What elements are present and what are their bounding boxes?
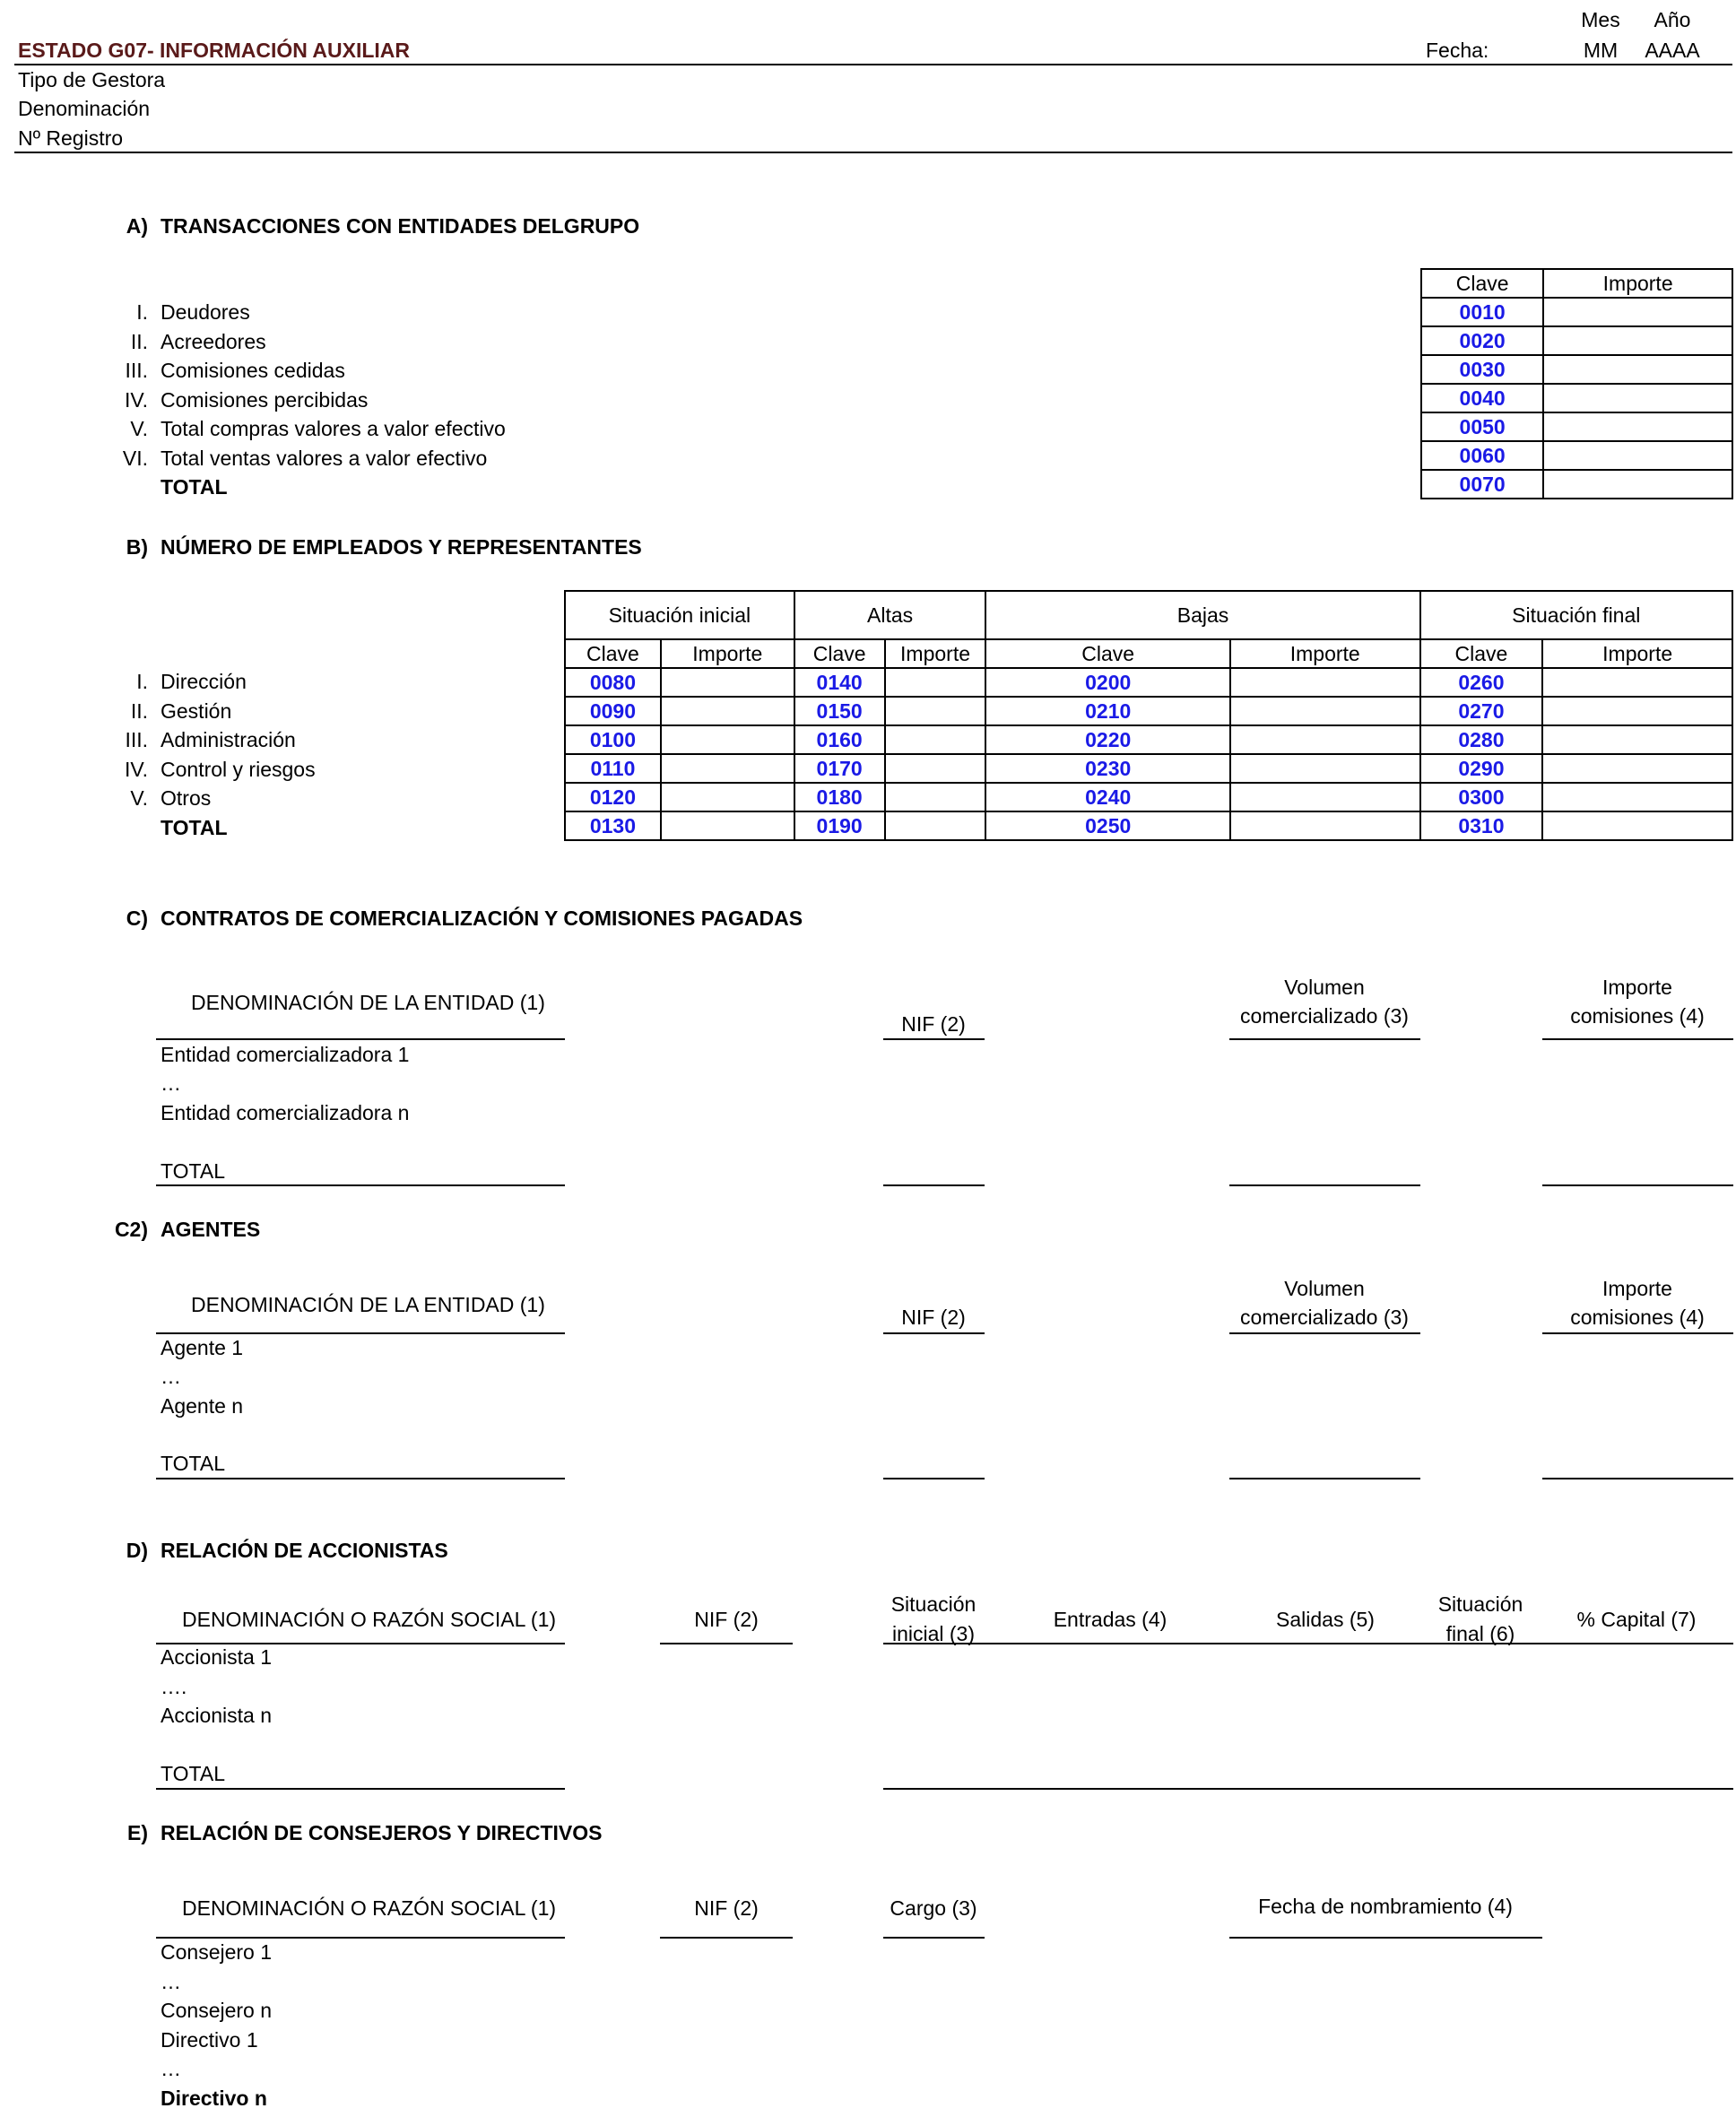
importe-cell[interactable] bbox=[1542, 725, 1732, 754]
clave-cell: 0110 bbox=[565, 754, 661, 783]
clave-cell: 0170 bbox=[794, 754, 885, 783]
table-row bbox=[565, 811, 1732, 840]
rule bbox=[1229, 1332, 1420, 1334]
section-b-title: NÚMERO DE EMPLEADOS Y REPRESENTANTES bbox=[161, 535, 642, 559]
row-number: V. bbox=[130, 786, 148, 810]
clave-cell: 0200 bbox=[985, 668, 1229, 697]
importe-cell[interactable] bbox=[1230, 754, 1420, 783]
list-item: Agente 1 bbox=[161, 1336, 244, 1359]
row-label: Dirección bbox=[161, 670, 247, 693]
col-clave-header: Clave bbox=[1421, 269, 1543, 298]
clave-cell: 0230 bbox=[985, 754, 1229, 783]
row-label: Total compras valores a valor efectivo bbox=[161, 417, 506, 440]
clave-cell: 0300 bbox=[1420, 783, 1543, 811]
rule bbox=[1229, 1038, 1420, 1040]
col-importe-1: Importe bbox=[1602, 1277, 1672, 1300]
clave-cell: 0130 bbox=[565, 811, 661, 840]
sub-importe: Importe bbox=[1230, 639, 1420, 668]
sub-clave: Clave bbox=[985, 639, 1229, 668]
section-d-letter: D) bbox=[126, 1539, 148, 1562]
importe-cell[interactable] bbox=[885, 697, 986, 725]
importe-cell[interactable] bbox=[1543, 412, 1732, 441]
field-denominacion: Denominación bbox=[18, 97, 151, 120]
importe-cell[interactable] bbox=[661, 783, 794, 811]
section-a-title: TRANSACCIONES CON ENTIDADES DELGRUPO bbox=[161, 214, 640, 238]
section-b-letter: B) bbox=[126, 535, 148, 559]
importe-cell[interactable] bbox=[1543, 355, 1732, 384]
importe-cell[interactable] bbox=[1542, 811, 1732, 840]
clave-cell: 0040 bbox=[1421, 384, 1543, 412]
row-number: VI. bbox=[122, 446, 148, 470]
list-item: … bbox=[161, 1365, 181, 1388]
field-tipo-gestora: Tipo de Gestora bbox=[18, 68, 166, 91]
list-item: … bbox=[161, 1072, 181, 1095]
rule bbox=[156, 1788, 565, 1790]
table-row bbox=[1421, 412, 1732, 441]
table-row bbox=[565, 754, 1732, 783]
section-b-sub-row bbox=[565, 639, 1732, 668]
clave-cell: 0090 bbox=[565, 697, 661, 725]
col-volumen-2: comercializado (3) bbox=[1240, 1306, 1409, 1329]
group-situacion-final: Situación final bbox=[1420, 591, 1732, 639]
clave-cell: 0060 bbox=[1421, 441, 1543, 470]
clave-cell: 0050 bbox=[1421, 412, 1543, 441]
rule bbox=[883, 1038, 985, 1040]
rule bbox=[156, 1332, 565, 1334]
fecha-label: Fecha: bbox=[1426, 39, 1489, 62]
row-number: V. bbox=[130, 417, 148, 440]
importe-cell[interactable] bbox=[1230, 668, 1420, 697]
total-label: TOTAL bbox=[161, 1762, 225, 1785]
rule bbox=[883, 1643, 1733, 1644]
table-row bbox=[1421, 326, 1732, 355]
clave-cell: 0030 bbox=[1421, 355, 1543, 384]
importe-cell[interactable] bbox=[1543, 384, 1732, 412]
list-item: Directivo 1 bbox=[161, 2028, 258, 2052]
col-volumen-2: comercializado (3) bbox=[1240, 1004, 1409, 1028]
section-d-title: RELACIÓN DE ACCIONISTAS bbox=[161, 1539, 448, 1562]
importe-cell[interactable] bbox=[1543, 298, 1732, 326]
col-volumen-1: Volumen bbox=[1284, 976, 1365, 999]
row-label: Otros bbox=[161, 786, 212, 810]
rule bbox=[883, 1332, 985, 1334]
clave-cell: 0250 bbox=[985, 811, 1229, 840]
col-salidas: Salidas (5) bbox=[1276, 1608, 1375, 1631]
mes-label: Mes bbox=[1581, 8, 1620, 31]
group-situacion-inicial: Situación inicial bbox=[565, 591, 794, 639]
col-nif: NIF (2) bbox=[901, 1012, 966, 1036]
row-number: III. bbox=[125, 359, 148, 382]
rule bbox=[1542, 1038, 1733, 1040]
importe-cell[interactable] bbox=[1542, 668, 1732, 697]
sub-clave: Clave bbox=[1420, 639, 1543, 668]
row-number: II. bbox=[130, 698, 148, 723]
row-number: IV. bbox=[124, 757, 148, 781]
mes-value[interactable]: MM bbox=[1583, 39, 1619, 62]
section-a-table bbox=[1420, 268, 1733, 499]
header-rule-top bbox=[14, 64, 1732, 65]
table-row bbox=[1421, 441, 1732, 470]
row-label: Control y riesgos bbox=[161, 757, 316, 781]
row-label: Comisiones percibidas bbox=[161, 387, 369, 412]
importe-cell[interactable] bbox=[1542, 697, 1732, 725]
list-item: Directivo n bbox=[161, 2087, 267, 2110]
clave-cell: 0270 bbox=[1420, 697, 1543, 725]
row-label: Total ventas valores a valor efectivo bbox=[161, 446, 488, 470]
list-item: Accionista 1 bbox=[161, 1645, 273, 1669]
section-c-title: CONTRATOS DE COMERCIALIZACIÓN Y COMISIONES PAGADAS bbox=[161, 907, 803, 930]
table-row bbox=[1421, 355, 1732, 384]
clave-cell: 0160 bbox=[794, 725, 885, 754]
col-denominacion-razon: DENOMINACIÓN O RAZÓN SOCIAL (1) bbox=[182, 1896, 557, 1920]
row-number: I. bbox=[136, 670, 148, 693]
group-bajas: Bajas bbox=[985, 591, 1419, 639]
field-n-registro: Nº Registro bbox=[18, 126, 124, 150]
importe-cell[interactable] bbox=[1230, 725, 1420, 754]
table-row bbox=[1421, 384, 1732, 412]
table-row bbox=[565, 783, 1732, 811]
list-item: Consejero 1 bbox=[161, 1940, 273, 1964]
list-item: Entidad comercializadora n bbox=[161, 1101, 410, 1124]
rule bbox=[883, 1937, 985, 1939]
table-row bbox=[565, 697, 1732, 725]
col-situacion-final-2: final (6) bbox=[1445, 1622, 1515, 1645]
rule bbox=[883, 1184, 985, 1186]
total-label: TOTAL bbox=[161, 1452, 225, 1475]
rule bbox=[1229, 1478, 1420, 1479]
sub-importe: Importe bbox=[1542, 639, 1732, 668]
section-c-letter: C) bbox=[126, 907, 148, 930]
row-label: Administración bbox=[161, 728, 296, 751]
rule bbox=[156, 1038, 565, 1040]
row-label: TOTAL bbox=[161, 475, 228, 499]
section-a-letter: A) bbox=[126, 214, 148, 238]
col-importe-2: comisiones (4) bbox=[1570, 1306, 1705, 1329]
col-nif: NIF (2) bbox=[694, 1896, 759, 1920]
page-title: ESTADO G07- INFORMACIÓN AUXILIAR bbox=[18, 39, 411, 62]
total-label: TOTAL bbox=[161, 1159, 225, 1183]
section-b-group-row bbox=[565, 591, 1732, 639]
clave-cell: 0150 bbox=[794, 697, 885, 725]
sub-clave: Clave bbox=[794, 639, 885, 668]
importe-cell[interactable] bbox=[661, 697, 794, 725]
table-row bbox=[565, 725, 1732, 754]
row-label: Acreedores bbox=[161, 329, 266, 353]
importe-cell[interactable] bbox=[661, 725, 794, 754]
section-e-letter: E) bbox=[127, 1821, 148, 1844]
clave-cell: 0190 bbox=[794, 811, 885, 840]
sub-importe: Importe bbox=[885, 639, 986, 668]
col-denominacion-entidad: DENOMINACIÓN DE LA ENTIDAD (1) bbox=[191, 1293, 545, 1316]
rule bbox=[156, 1184, 565, 1186]
clave-cell: 0180 bbox=[794, 783, 885, 811]
importe-cell[interactable] bbox=[661, 811, 794, 840]
clave-cell: 0120 bbox=[565, 783, 661, 811]
rule bbox=[660, 1643, 793, 1644]
row-number: IV. bbox=[124, 387, 148, 412]
col-importe-header: Importe bbox=[1543, 269, 1732, 298]
list-item: …. bbox=[161, 1675, 187, 1698]
clave-cell: 0310 bbox=[1420, 811, 1543, 840]
row-number: III. bbox=[125, 728, 148, 751]
rule bbox=[1229, 1184, 1420, 1186]
rule bbox=[156, 1478, 565, 1479]
list-item: … bbox=[161, 1970, 181, 1993]
importe-cell[interactable] bbox=[885, 783, 986, 811]
col-importe-2: comisiones (4) bbox=[1570, 1004, 1705, 1028]
col-situacion-inicial-2: inicial (3) bbox=[891, 1622, 976, 1645]
importe-cell[interactable] bbox=[1230, 697, 1420, 725]
importe-cell[interactable] bbox=[1230, 811, 1420, 840]
importe-cell[interactable] bbox=[661, 754, 794, 783]
col-fecha-nombramiento: Fecha de nombramiento (4) bbox=[1258, 1895, 1513, 1918]
col-entradas: Entradas (4) bbox=[1053, 1608, 1167, 1631]
clave-cell: 0070 bbox=[1421, 470, 1543, 499]
rule bbox=[1542, 1332, 1733, 1334]
rule bbox=[660, 1937, 793, 1939]
section-e-title: RELACIÓN DE CONSEJEROS Y DIRECTIVOS bbox=[161, 1821, 603, 1844]
clave-cell: 0210 bbox=[985, 697, 1229, 725]
list-item: Consejero n bbox=[161, 1999, 273, 2022]
importe-cell[interactable] bbox=[885, 668, 986, 697]
importe-cell[interactable] bbox=[885, 811, 986, 840]
row-number: II. bbox=[130, 329, 148, 353]
importe-cell[interactable] bbox=[1543, 326, 1732, 355]
clave-cell: 0100 bbox=[565, 725, 661, 754]
row-label: TOTAL bbox=[161, 815, 228, 839]
row-label: Deudores bbox=[161, 300, 250, 324]
rule bbox=[1229, 1937, 1542, 1939]
clave-cell: 0010 bbox=[1421, 298, 1543, 326]
importe-cell[interactable] bbox=[885, 754, 986, 783]
importe-cell[interactable] bbox=[1542, 754, 1732, 783]
col-importe-1: Importe bbox=[1602, 976, 1672, 999]
clave-cell: 0020 bbox=[1421, 326, 1543, 355]
importe-cell[interactable] bbox=[1543, 470, 1732, 499]
importe-cell[interactable] bbox=[1230, 783, 1420, 811]
rule bbox=[156, 1937, 565, 1939]
row-number: I. bbox=[136, 300, 148, 324]
rule bbox=[1542, 1478, 1733, 1479]
col-volumen-1: Volumen bbox=[1284, 1277, 1365, 1300]
clave-cell: 0140 bbox=[794, 668, 885, 697]
section-c2-letter: C2) bbox=[114, 1218, 148, 1241]
clave-cell: 0220 bbox=[985, 725, 1229, 754]
clave-cell: 0260 bbox=[1420, 668, 1543, 697]
col-denominacion-razon: DENOMINACIÓN O RAZÓN SOCIAL (1) bbox=[182, 1608, 557, 1631]
clave-cell: 0290 bbox=[1420, 754, 1543, 783]
table-row bbox=[565, 668, 1732, 697]
importe-cell[interactable] bbox=[661, 668, 794, 697]
group-altas: Altas bbox=[794, 591, 986, 639]
sub-importe: Importe bbox=[661, 639, 794, 668]
list-item: Entidad comercializadora 1 bbox=[161, 1043, 410, 1066]
section-a-header-row bbox=[1421, 269, 1732, 298]
clave-cell: 0240 bbox=[985, 783, 1229, 811]
col-capital: % Capital (7) bbox=[1576, 1608, 1697, 1631]
anio-value[interactable]: AAAA bbox=[1645, 39, 1700, 62]
row-label: Gestión bbox=[161, 698, 232, 723]
importe-cell[interactable] bbox=[1542, 783, 1732, 811]
importe-cell[interactable] bbox=[885, 725, 986, 754]
list-item: Accionista n bbox=[161, 1704, 273, 1727]
list-item: Agente n bbox=[161, 1394, 244, 1418]
col-nif: NIF (2) bbox=[694, 1608, 759, 1631]
section-b-table bbox=[564, 590, 1733, 841]
col-situacion-inicial-1: Situación bbox=[890, 1592, 976, 1616]
row-label: Comisiones cedidas bbox=[161, 359, 345, 382]
col-nif: NIF (2) bbox=[901, 1306, 966, 1329]
table-row bbox=[1421, 298, 1732, 326]
header-rule-bottom bbox=[14, 152, 1732, 153]
section-c2-title: AGENTES bbox=[161, 1218, 261, 1241]
rule bbox=[1542, 1184, 1733, 1186]
col-cargo: Cargo (3) bbox=[890, 1896, 977, 1920]
list-item: … bbox=[161, 2057, 181, 2080]
clave-cell: 0280 bbox=[1420, 725, 1543, 754]
importe-cell[interactable] bbox=[1543, 441, 1732, 470]
clave-cell: 0080 bbox=[565, 668, 661, 697]
col-denominacion-entidad: DENOMINACIÓN DE LA ENTIDAD (1) bbox=[191, 991, 545, 1014]
table-row bbox=[1421, 470, 1732, 499]
col-situacion-final-1: Situación bbox=[1437, 1592, 1523, 1616]
anio-label: Año bbox=[1654, 8, 1691, 31]
rule bbox=[883, 1478, 985, 1479]
sub-clave: Clave bbox=[565, 639, 661, 668]
rule bbox=[883, 1788, 1733, 1790]
